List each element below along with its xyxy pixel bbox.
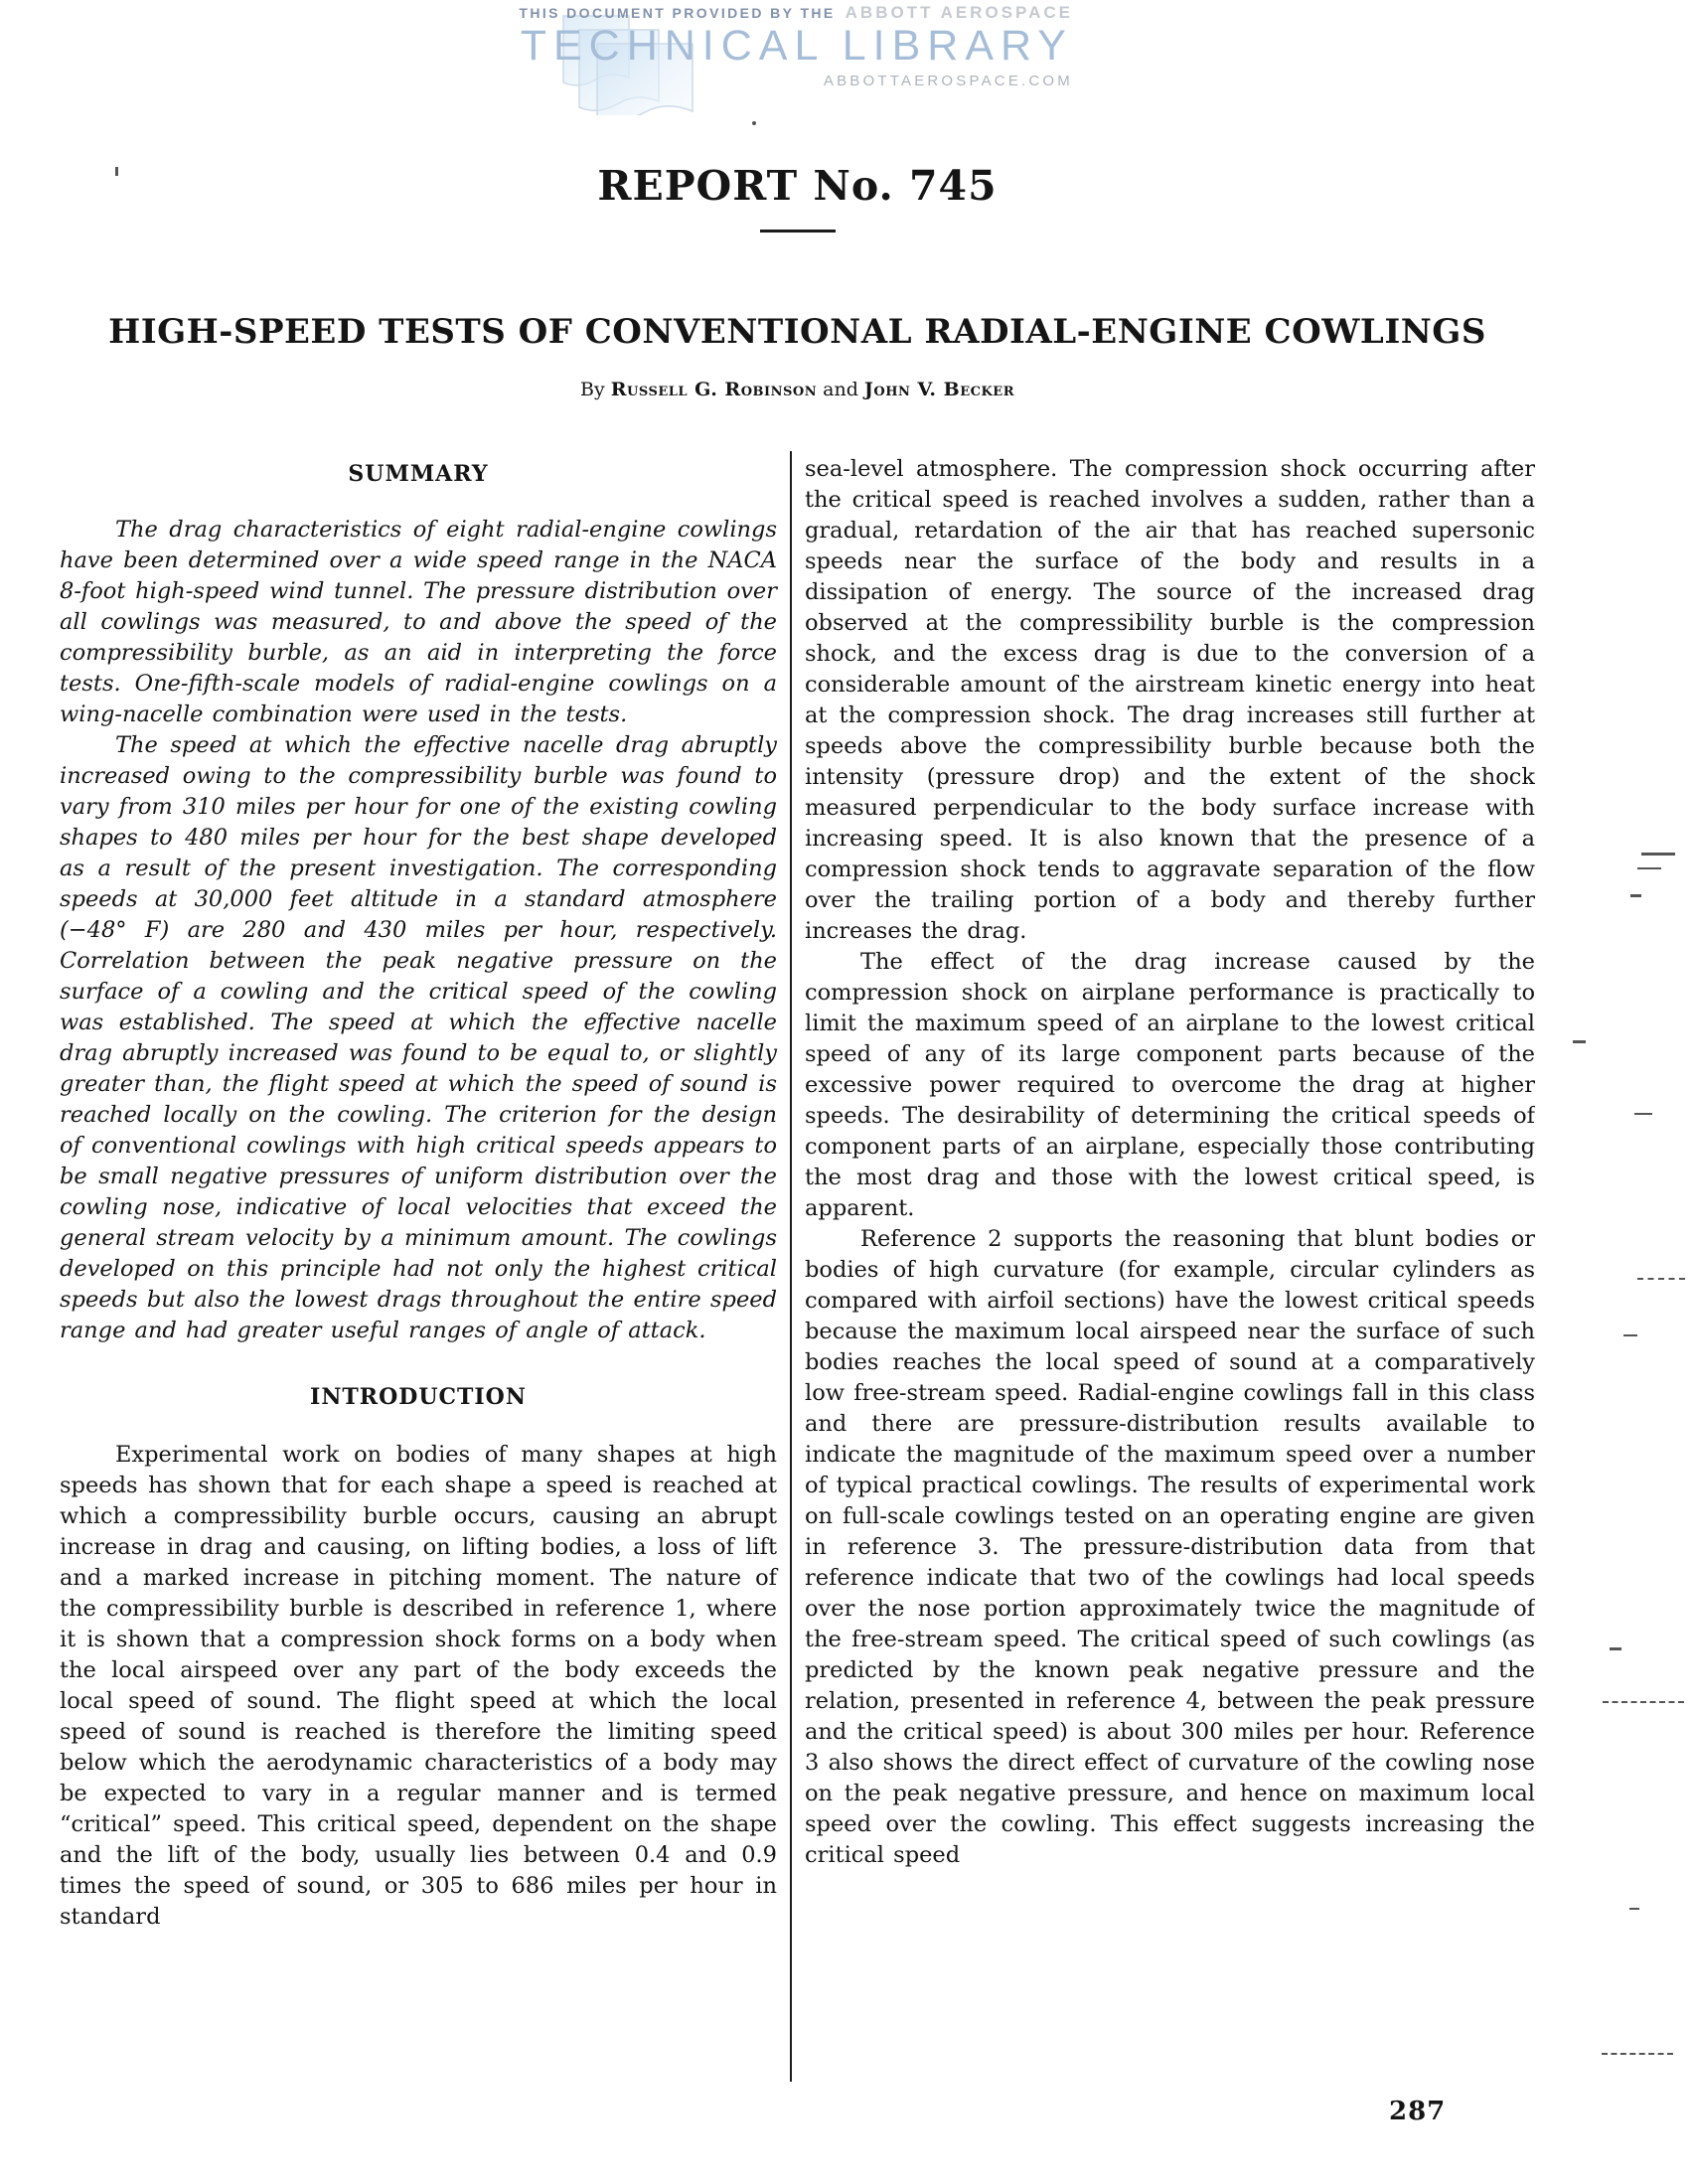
byline bbox=[60, 379, 1535, 400]
scan-artifact bbox=[1573, 1040, 1586, 1043]
byline-prefix: By bbox=[579, 379, 611, 400]
scan-artifact bbox=[1637, 867, 1661, 869]
introduction-heading: INTRODUCTION bbox=[310, 1384, 527, 1410]
scan-artifact bbox=[1602, 2053, 1673, 2055]
byline-author-2: John V. Becker bbox=[863, 379, 1014, 400]
watermark-site-url: ABBOTTAEROSPACE.COM bbox=[823, 72, 1073, 89]
scan-artifact bbox=[1629, 1908, 1639, 1910]
watermark bbox=[417, 4, 1073, 89]
right-column bbox=[805, 449, 1535, 1871]
column-divider-rule bbox=[790, 451, 792, 2082]
left-column bbox=[60, 449, 777, 1933]
report-number: REPORT No. 745 bbox=[597, 162, 998, 210]
summary-paragraph-1: The drag characteristics of eight radial-engine cowlings have been determined over a wide speed range in the NACA 8-foot high-speed wind tunnel. The pressure distribution over all cowlings was measured, to and above the speed of the compressibility burble, as an aid in interpreting the force tests. One-fifth-scale models of radial-engine cowlings on a wing-nacelle combination were used in the tests. bbox=[60, 517, 777, 727]
watermark-library-title: TECHNICAL LIBRARY bbox=[520, 21, 1073, 70]
watermark-brand: ABBOTT AEROSPACE bbox=[845, 3, 1073, 22]
watermark-provided-by: THIS DOCUMENT PROVIDED BY THE bbox=[519, 5, 836, 21]
byline-conjunction: and bbox=[817, 379, 864, 400]
scan-artifact bbox=[1634, 1113, 1652, 1115]
scan-artifact bbox=[1623, 1334, 1637, 1336]
title-rule bbox=[760, 230, 836, 233]
article-body bbox=[60, 449, 1535, 2178]
scan-artifact bbox=[115, 167, 118, 176]
scan-artifact bbox=[1610, 1647, 1621, 1650]
summary-paragraph-2: The speed at which the effective nacelle drag abruptly increased owing to the compressibility burble was found to vary from 310 miles per hour for one of the existing cowling shapes to 480 miles per hour for the best shape developed as a result of the present investigation. The corresponding speeds at 30,000 feet altitude in a standard atmosphere (−48° F) are 280 and 430 miles per hour, respectively. Correlation between the peak negative pressure on the surface of a cowling and the critical speed of the cowling was established. The speed at which the effective nacelle drag abruptly increased was found to be equal to, or slightly greater than, the flight speed at which the speed of sound is reached locally on the cowling. The criterion for the design of conventional cowlings with high critical speeds appears to be small negative pressures of uniform distribution over the cowling nose, indicative of local velocities that exceed the general stream velocity by a minimum amount. The cowlings developed on this principle had not only the highest critical speeds but also the lowest drags throughout the entire speed range and had greater useful ranges of angle of attack. bbox=[60, 732, 777, 1343]
body-paragraph-continuation: sea-level atmosphere. The compression shock occurring after the critical speed is reached involves a sudden, rather than a gradual, retardation of the air that has reached supersonic speeds near the surface of the body and results in a dissipation of energy. The source of the increased drag observed at the compressibility burble is the compression shock, and the excess drag is due to the conversion of a considerable amount of the airstream kinetic energy into heat at the compression shock. The drag increases still further at speeds above the compressibility burble because both the intensity (pressure drop) and the extent of the shock measured perpendicular to the body surface increase with increasing speed. It is also known that the presence of a compression shock tends to aggravate separation of the flow over the trailing portion of a body and thereby further increases the drag. bbox=[805, 456, 1535, 944]
scan-artifact bbox=[1641, 853, 1675, 856]
scan-artifact bbox=[1637, 1278, 1685, 1280]
page-number: 287 bbox=[1389, 2097, 1447, 2126]
body-paragraph-2: The effect of the drag increase caused by the compression shock on airplane performance is practically to limit the maximum speed of an airplane to the lowest critical speed of any of its large component parts because of the excessive power required to overcome the drag at higher speeds. The desirability of determining the critical speeds of component parts of an airplane, especially those contributing the most drag and those with the lowest critical speed, is apparent. bbox=[805, 949, 1535, 1221]
scan-artifact bbox=[1630, 894, 1641, 897]
page-title: HIGH-SPEED TESTS OF CONVENTIONAL RADIAL-ENGINE COWLINGS bbox=[108, 312, 1486, 352]
scan-artifact bbox=[752, 121, 756, 125]
title-block bbox=[60, 162, 1535, 400]
introduction-paragraph-1: Experimental work on bodies of many shapes at high speeds has shown that for each shape a speed is reached at which a compressibility burble occurs, causing an abrupt increase in drag and causing, on lifting bodies, a loss of lift and a marked increase in pitching moment. The nature of the compressibility burble is described in reference 1, where it is shown that a compression shock forms on a body when the local airspeed over any part of the body exceeds the local speed of sound. The flight speed at which the local speed of sound is reached is therefore the limiting speed below which the aerodynamic characteristics of a body may be expected to vary in a regular manner and is termed “critical” speed. This critical speed, dependent on the shape and the lift of the body, usually lies between 0.4 and 0.9 times the speed of sound, or 305 to 686 miles per hour in standard bbox=[60, 1442, 777, 1930]
scan-artifact bbox=[1603, 1701, 1684, 1703]
summary-heading: SUMMARY bbox=[348, 461, 489, 487]
body-paragraph-3: Reference 2 supports the reasoning that blunt bodies or bodies of high curvature (for example, circular cylinders as compared with airfoil sections) have the lowest critical speeds because the maximum local airspeed near the surface of such bodies reaches the local speed of sound at a comparatively low free-stream speed. Radial-engine cowlings fall in this class and there are pressure-distribution results available to indicate the magnitude of the maximum speed over a number of typical practical cowlings. The results of experimental work on full-scale cowlings tested on an operating engine are given in reference 3. The pressure-distribution data from that reference indicate that two of the cowlings had local speeds over the nose portion approximately twice the magnitude of the free-stream speed. The critical speed of such cowlings (as predicted by the known peak negative pressure and the relation, presented in reference 4, between the peak pressure and the critical speed) is about 300 miles per hour. Reference 3 also shows the direct effect of curvature of the cowling nose on the peak negative pressure, and hence on maximum local speed over the cowling. This effect suggests increasing the critical speed bbox=[805, 1226, 1535, 1868]
byline-author-1: Russell G. Robinson bbox=[610, 379, 818, 400]
